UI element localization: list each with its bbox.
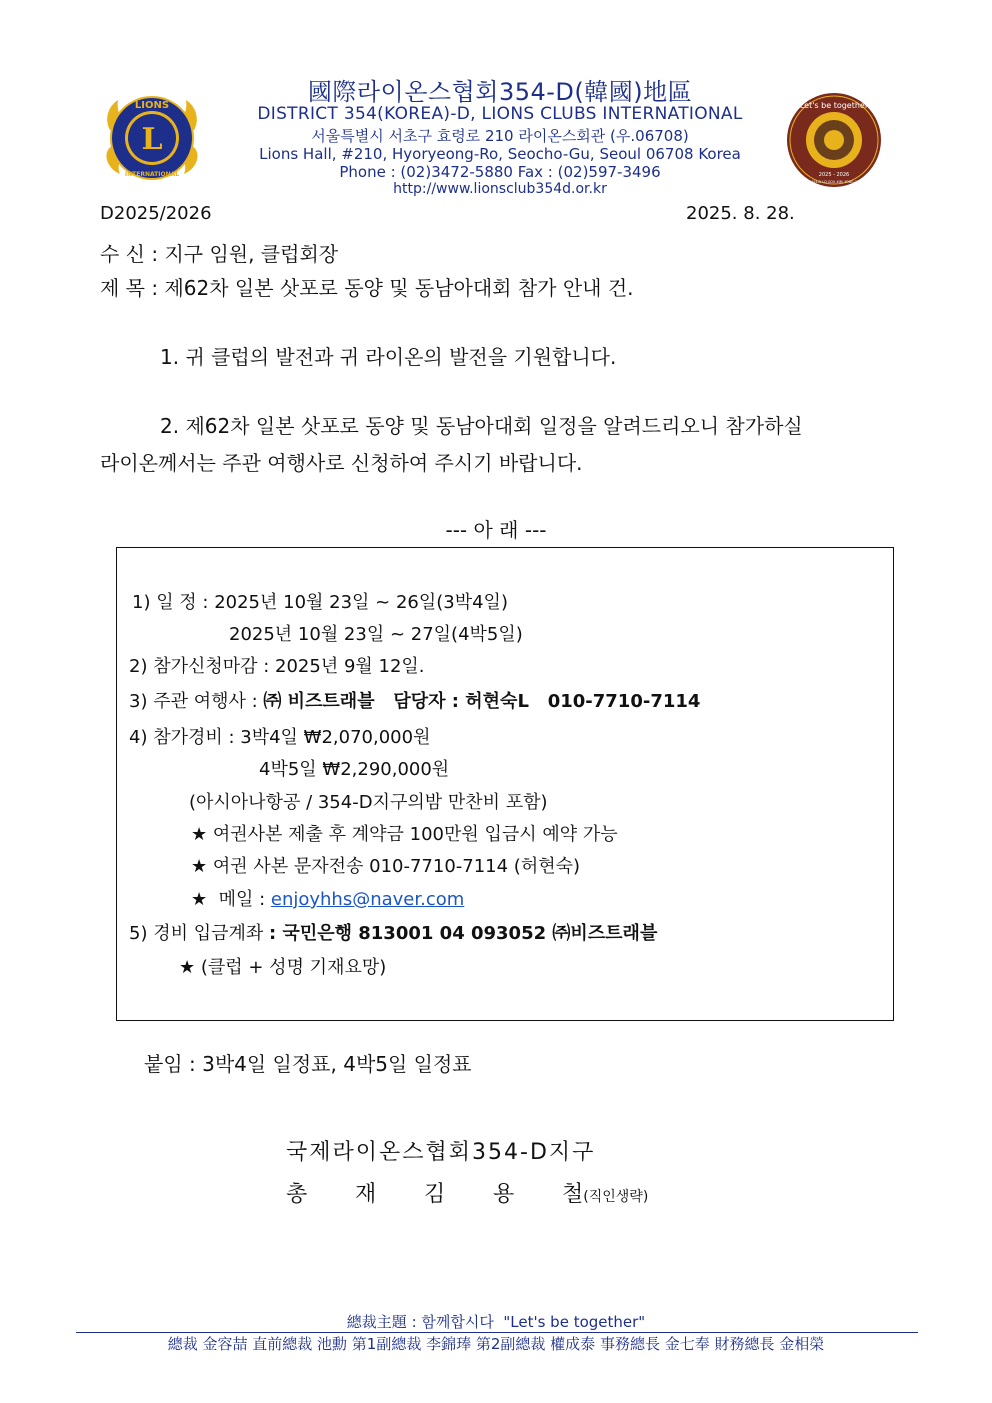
signature-char: 총 bbox=[286, 1182, 308, 1207]
emblem-motto-text: Let's be together bbox=[799, 101, 869, 110]
footer-motto: 總裁主題 : 함께합시다 "Let's be together" bbox=[346, 1313, 646, 1331]
org-url: http://www.lionsclub354d.or.kr bbox=[393, 181, 607, 197]
account-line bbox=[129, 919, 657, 945]
signature-char: 재 bbox=[355, 1182, 377, 1207]
emblem-years-text: 2025 - 2026 bbox=[818, 172, 850, 178]
lions-logo-bottom-text: INTERNATIONAL bbox=[124, 171, 180, 178]
agency-line bbox=[129, 687, 700, 713]
account-note: ★ (클럽 + 성명 기재요망) bbox=[179, 957, 387, 978]
lions-logo bbox=[100, 90, 204, 186]
agency-value: ㈜ 비즈트래블 담당자 : 허현숙L 010-7710-7114 bbox=[263, 691, 701, 712]
agency-label: 3) 주관 여행사 : bbox=[129, 691, 264, 712]
stamp-note: (직인생략) bbox=[583, 1189, 649, 1205]
paragraph-1: 1. 귀 클럽의 발전과 귀 라이온의 발전을 기원합니다. bbox=[160, 345, 617, 369]
lions-logo-top-text: LIONS bbox=[134, 100, 170, 111]
details-box bbox=[116, 547, 894, 1021]
org-subtitle-en: DISTRICT 354(KOREA)-D, LIONS CLUBS INTERNATIONAL bbox=[257, 104, 743, 124]
notice-heading: --- 아 래 --- bbox=[445, 518, 547, 542]
district-emblem bbox=[786, 92, 882, 188]
cost-alt-line: 4박5일 ₩2,290,000원 bbox=[259, 759, 450, 780]
account-label: 5) 경비 입금계좌 bbox=[129, 923, 269, 944]
schedule-alt-line: 2025년 10월 23일 ~ 27일(4박5일) bbox=[229, 624, 523, 645]
account-value: : 국민은행 813001 04 093052 ㈜비즈트래블 bbox=[268, 923, 658, 944]
signature-name bbox=[286, 1177, 648, 1208]
signature-org: 국제라이온스협회354-D지구 bbox=[286, 1140, 596, 1165]
recipient-line: 수 신 : 지구 임원, 클럽회장 bbox=[100, 242, 339, 266]
paragraph-2-line-1: 2. 제62차 일본 삿포로 동양 및 동남아대회 일정을 알려드리오니 참가하실 bbox=[160, 414, 803, 438]
paragraph-2-line-2: 라이온께서는 주관 여행사로 신청하여 주시기 바랍니다. bbox=[100, 451, 583, 475]
org-title: 國際라이온스협회354-D(韓國)地區 bbox=[307, 78, 693, 106]
deadline-line: 2) 참가신청마감 : 2025년 9월 12일. bbox=[129, 656, 425, 677]
schedule-line: 1) 일 정 : 2025년 10월 23일 ~ 26일(3박4일) bbox=[132, 592, 508, 613]
footer-officers: 總裁 金容喆 直前總裁 池勳 第1副總裁 李錦琫 第2副總裁 權成泰 事務總長 金七奉 財務總長 金相榮 bbox=[167, 1335, 825, 1353]
subject-line: 제 목 : 제62차 일본 삿포로 동양 및 동남아대회 참가 안내 건. bbox=[100, 276, 634, 300]
passport-note: ★ 여권 사본 문자전송 010-7710-7114 (허현숙) bbox=[191, 856, 581, 877]
deposit-note: ★ 여권사본 제출 후 계약금 100만원 입금시 예약 가능 bbox=[191, 824, 618, 845]
attachment-line: 붙임 : 3박4일 일정표, 4박5일 일정표 bbox=[144, 1052, 472, 1076]
emblem-side-text: DIST. 354-D LCI GOV. KIM, YONG-CHEOL bbox=[802, 180, 866, 184]
cost-line: 4) 참가경비 : 3박4일 ₩2,070,000원 bbox=[129, 727, 431, 748]
org-address-ko: 서울특별시 서초구 효령로 210 라이온스회관 (우.06708) bbox=[311, 127, 689, 145]
email-label: ★ 메일 : bbox=[191, 889, 271, 910]
cost-note: (아시아나항공 / 354-D지구의밤 만찬비 포함) bbox=[189, 792, 548, 813]
document-date: 2025. 8. 28. bbox=[686, 203, 795, 224]
org-address-en: Lions Hall, #210, Hyoryeong-Ro, Seocho-Gu, Seoul 06708 Korea bbox=[259, 145, 741, 163]
signature-char: 용 bbox=[493, 1182, 515, 1207]
lions-logo-letter: L bbox=[141, 122, 163, 157]
email-link[interactable]: enjoyhhs@naver.com bbox=[270, 889, 465, 910]
signature-char: 철 bbox=[562, 1182, 584, 1207]
document-number: D2025/2026 bbox=[100, 203, 212, 224]
email-line bbox=[191, 885, 464, 911]
signature-char: 김 bbox=[424, 1182, 446, 1207]
org-phone: Phone : (02)3472-5880 Fax : (02)597-3496 bbox=[339, 163, 661, 181]
